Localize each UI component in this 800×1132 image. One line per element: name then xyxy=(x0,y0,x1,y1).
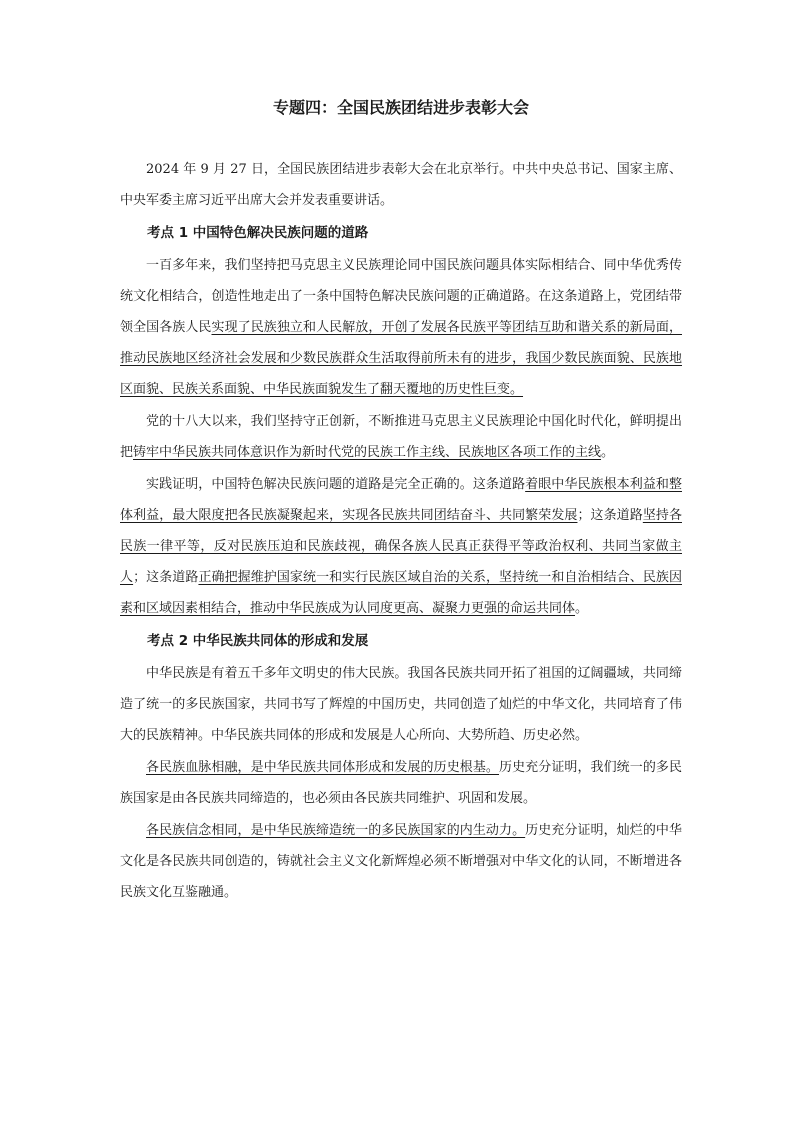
underlined-text-segment: 正确把握维护国家统一和实行民族区域自治的关系，坚持统一和自治相结合、民族因素和区域因素相结合，推动中华民族成为认同度更高、凝聚力更强的命运共同体 xyxy=(120,570,682,616)
section-1-heading: 考点 1 中国特色解决民族问题的道路 xyxy=(147,225,369,241)
section-2-heading: 考点 2 中华民族共同体的形成和发展 xyxy=(147,633,369,649)
text-segment: 。 xyxy=(575,601,589,616)
underlined-text-segment: 着眼中华民族根本利益和整体利益，最大限度把各民族凝聚起来，实现各民族共同团结奋斗、共同繁荣发展 xyxy=(120,477,682,523)
underlined-text-segment: 坚持各民族一律平等，反对民族压迫和民族歧视，确保各族人民真正获得平等政治权利、共同当家做主人 xyxy=(120,508,682,585)
text-segment: 党的十八大以来，我们坚持守正创新，不断推进马克思主义民族理论中国化时代化，鲜明提出把 xyxy=(120,414,682,460)
text-segment: 。 xyxy=(601,445,615,460)
intro-paragraph: 2024 年 9 月 27 日，全国民族团结进步表彰大会在北京举行。中共中央总书记、国家主席、中央军委主席习近平出席大会并发表重要讲话。 xyxy=(120,162,682,208)
text-segment: 实践证明，中国特色解决民族问题的道路是完全正确的。这条道路 xyxy=(146,477,526,492)
section-2-paragraph-2 xyxy=(120,752,682,814)
section-2-paragraph-1 xyxy=(120,658,682,751)
text-segment: 历史充分证明，灿烂的中华文化是各民族共同创造的，铸就社会主义文化新辉煌必须不断增强对中华文化的认同，不断增进各民族文化互鉴融通。 xyxy=(120,823,682,900)
section-1-paragraph-3 xyxy=(120,469,682,624)
document-title: 专题四：全国民族团结进步表彰大会 xyxy=(272,98,529,117)
text-segment: ；这条道路 xyxy=(133,570,199,585)
text-segment: 一百多年来，我们坚持把马克思主义民族理论同中国民族问题具体实际相结合、同中华优秀传统文化相结合，创造性地走出了一条中国特色解决民族问题的正确道路。在这条道路上，党团结带领全国各族人民 xyxy=(120,258,682,335)
underlined-text-segment: 实现了民族独立和人民解放，开创了发展各民族平等团结互助和谐关系的新局面，推动民族地区经济社会发展和少数民族群众生活取得前所未有的进步，我国少数民族面貌、民族地区面貌、民族关系面貌、中华民族面貌发生了翻天覆地的历史性巨变。 xyxy=(120,320,682,397)
underlined-text-segment: 铸牢中华民族共同体意识作为新时代党的民族工作主线、民族地区各项工作的主线 xyxy=(133,445,602,460)
underlined-text-segment: 各民族信念相同，是中华民族缔造统一的多民族国家的内生动力。 xyxy=(146,823,526,838)
section-1-paragraph-2 xyxy=(120,406,682,468)
text-segment: 中华民族是有着五千多年文明史的伟大民族。我国各民族共同开拓了祖国的辽阔疆域，共同缔造了统一的多民族国家，共同书写了辉煌的中国历史，共同创造了灿烂的中华文化，共同培育了伟大的民族精神。中华民族共同体的形成和发展是人心所向、大势所趋、历史必然。 xyxy=(120,666,682,743)
underlined-text-segment: 各民族血脉相融，是中华民族共同体形成和发展的历史根基。 xyxy=(146,760,500,775)
text-segment: ；这条道路 xyxy=(577,508,643,523)
section-2-paragraph-3 xyxy=(120,815,682,908)
section-1-paragraph-1 xyxy=(120,250,682,405)
text-segment: 历史充分证明，我们统一的多民族国家是由各民族共同缔造的，也必须由各民族共同维护、巩固和发展。 xyxy=(120,760,682,806)
